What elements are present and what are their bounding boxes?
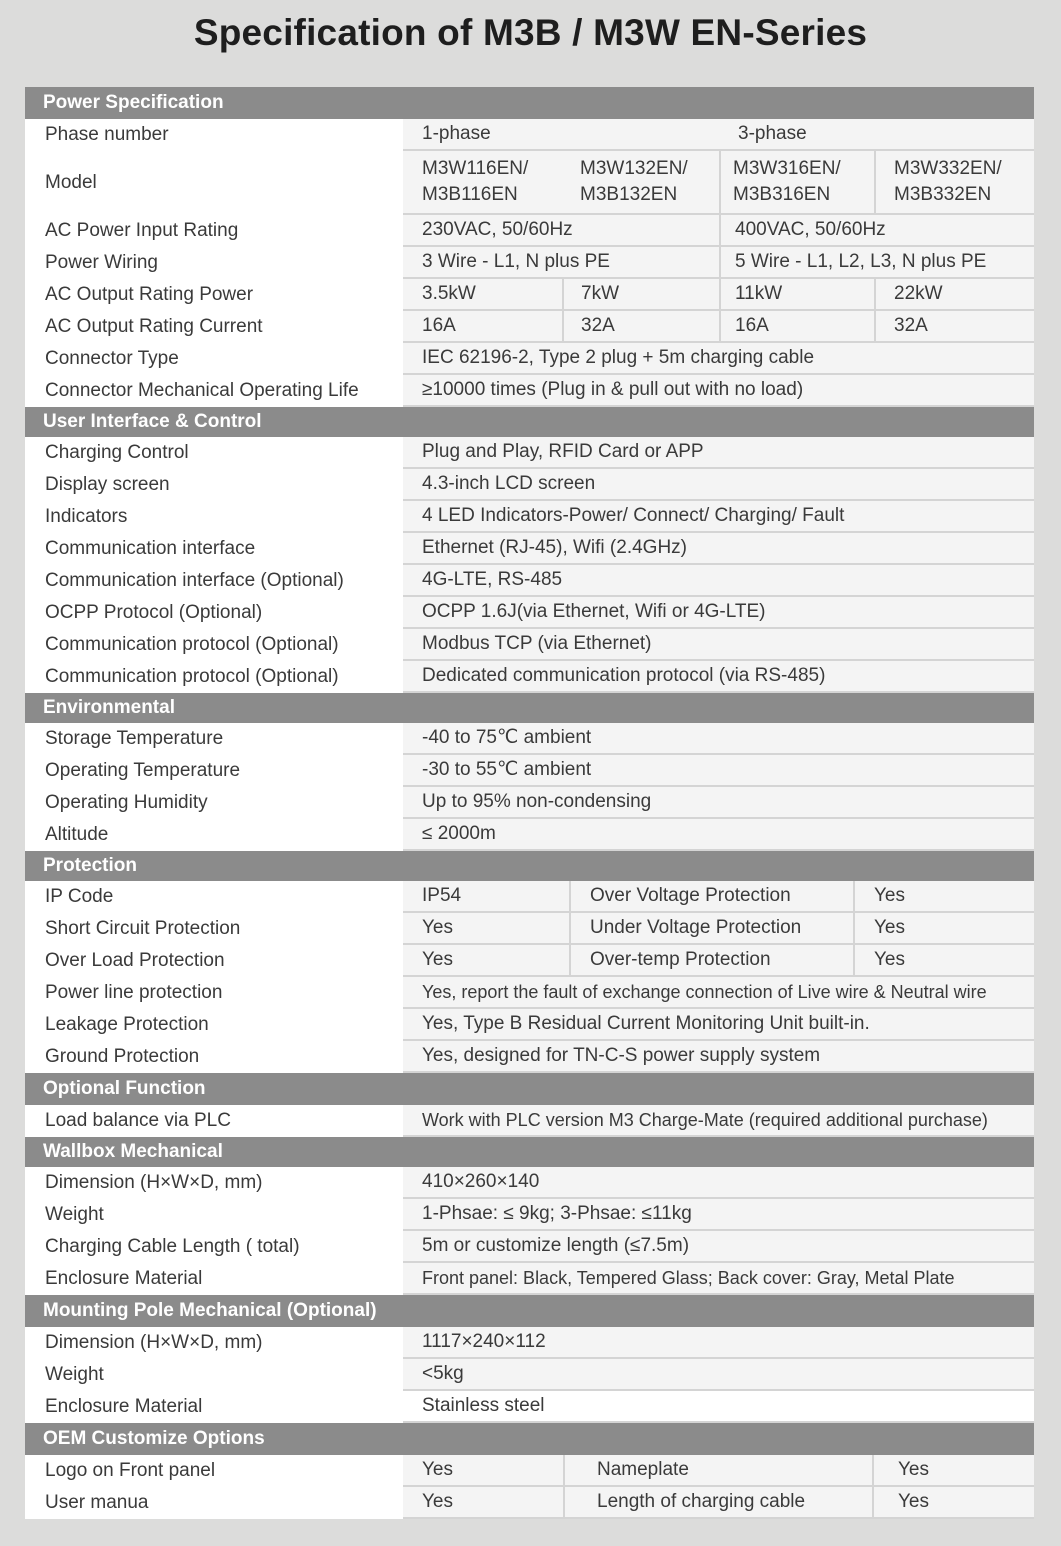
row-label xyxy=(25,247,403,279)
cell-text: Dimension (H×W×D, mm) xyxy=(45,1172,263,1193)
table-row xyxy=(25,1263,1034,1295)
cell-text: M3W132EN/ M3B132EN xyxy=(580,158,688,205)
cell-text: -30 to 55℃ ambient xyxy=(422,759,592,780)
cell xyxy=(403,881,569,913)
cell xyxy=(403,819,1034,851)
cell-text: Yes, Type B Residual Current Monitoring Unit built-in. xyxy=(422,1013,870,1034)
row-label xyxy=(25,311,403,343)
row-label xyxy=(25,913,403,945)
row-label xyxy=(25,945,403,977)
cell-text: 400VAC, 50/60Hz xyxy=(735,219,886,240)
section-header-pole xyxy=(25,1295,1034,1327)
cell-text: Power Specification xyxy=(43,92,224,113)
cell-text: Protection xyxy=(43,855,137,876)
table-row xyxy=(25,597,1034,629)
cell-text: Length of charging cable xyxy=(597,1491,806,1512)
cell-text: 5m or customize length (≤7.5m) xyxy=(422,1235,690,1256)
cell xyxy=(874,279,1034,311)
row-label xyxy=(25,279,403,311)
section-header-oem xyxy=(25,1423,1034,1455)
table-row xyxy=(25,977,1034,1009)
cell xyxy=(403,533,1034,565)
cell-text: 4G-LTE, RS-485 xyxy=(422,569,563,590)
cell xyxy=(403,977,1034,1009)
cell-text: 3-phase xyxy=(738,123,807,144)
table-row xyxy=(25,151,1034,215)
table-row xyxy=(25,469,1034,501)
cell-text: Weight xyxy=(45,1364,104,1385)
cell-text: Operating Humidity xyxy=(45,792,208,813)
cell-text: ≤ 2000m xyxy=(422,823,496,844)
cell xyxy=(403,1009,1034,1041)
table-row xyxy=(25,565,1034,597)
cell xyxy=(403,1231,1034,1263)
table-row xyxy=(25,533,1034,565)
cell-text: Yes xyxy=(422,949,453,970)
row-label xyxy=(25,1199,403,1231)
table-row xyxy=(25,1167,1034,1199)
cell xyxy=(853,913,1034,945)
table-row xyxy=(25,723,1034,755)
cell xyxy=(403,343,1034,375)
cell xyxy=(562,311,719,343)
cell-text: Work with PLC version M3 Charge-Mate (required additional purchase) xyxy=(422,1110,988,1130)
cell-text: 410×260×140 xyxy=(422,1171,540,1192)
cell-text: OCPP 1.6J(via Ethernet, Wifi or 4G-LTE) xyxy=(422,601,766,622)
row-label xyxy=(25,1487,403,1519)
spec-table xyxy=(25,87,1034,1519)
cell-text: Indicators xyxy=(45,506,128,527)
cell-text: Yes xyxy=(898,1459,929,1480)
table-row xyxy=(25,1487,1034,1519)
cell xyxy=(403,247,719,279)
table-row xyxy=(25,1231,1034,1263)
row-label xyxy=(25,119,403,151)
cell-text: M3W316EN/ M3B316EN xyxy=(733,158,841,205)
cell-text: Yes xyxy=(898,1491,929,1512)
row-label xyxy=(25,215,403,247)
row-label xyxy=(25,533,403,565)
cell-text: Weight xyxy=(45,1204,104,1225)
cell-text: Power Wiring xyxy=(45,252,158,273)
table-row xyxy=(25,881,1034,913)
cell-text: Ethernet (RJ-45), Wifi (2.4GHz) xyxy=(422,537,687,558)
section-header-environmental xyxy=(25,693,1034,723)
table-row xyxy=(25,119,1034,151)
cell-text: Communication protocol (Optional) xyxy=(45,634,339,655)
cell xyxy=(403,119,719,151)
table-row xyxy=(25,629,1034,661)
cell xyxy=(403,1487,563,1519)
cell-text: ≥10000 times (Plug in & pull out with no load) xyxy=(422,379,804,400)
table-row xyxy=(25,1359,1034,1391)
cell xyxy=(403,1199,1034,1231)
cell-text: Over Voltage Protection xyxy=(590,885,791,906)
cell-text: Dedicated communication protocol (via RS-485) xyxy=(422,665,826,686)
table-row xyxy=(25,913,1034,945)
cell-text: Modbus TCP (via Ethernet) xyxy=(422,633,652,654)
cell xyxy=(403,661,1034,693)
cell-text: Yes xyxy=(874,917,905,938)
row-label xyxy=(25,881,403,913)
row-label xyxy=(25,1327,403,1359)
cell-text: 22kW xyxy=(894,283,943,304)
cell-text: Mounting Pole Mechanical (Optional) xyxy=(43,1300,377,1321)
cell-text: 1-phase xyxy=(422,123,491,144)
cell-text: Power line protection xyxy=(45,982,223,1003)
cell-text: IEC 62196-2, Type 2 plug + 5m charging cable xyxy=(422,347,815,368)
cell-text: Environmental xyxy=(43,697,175,718)
cell-text: Yes xyxy=(422,1459,453,1480)
cell xyxy=(403,375,1034,407)
cell-text: Communication interface (Optional) xyxy=(45,570,344,591)
cell-text: Logo on Front panel xyxy=(45,1460,216,1481)
section-header-ui xyxy=(25,407,1034,437)
cell xyxy=(853,945,1034,977)
row-label xyxy=(25,977,403,1009)
cell-text: Yes xyxy=(422,1491,453,1512)
cell-text: Up to 95% non-condensing xyxy=(422,791,652,812)
cell-text: AC Power Input Rating xyxy=(45,220,239,241)
cell-text: Display screen xyxy=(45,474,170,495)
row-label xyxy=(25,1009,403,1041)
table-row xyxy=(25,787,1034,819)
table-row xyxy=(25,819,1034,851)
cell-text: Over-temp Protection xyxy=(590,949,771,970)
cell-text: Short Circuit Protection xyxy=(45,918,241,939)
cell-text: M3W332EN/ M3B332EN xyxy=(894,158,1002,205)
cell xyxy=(403,469,1034,501)
cell-text: Yes xyxy=(874,949,905,970)
cell xyxy=(872,1487,1034,1519)
cell-text: Nameplate xyxy=(597,1459,689,1480)
table-row xyxy=(25,247,1034,279)
cell-text: Front panel: Black, Tempered Glass; Back cover: Gray, Metal Plate xyxy=(422,1268,955,1288)
table-row xyxy=(25,375,1034,407)
cell xyxy=(719,151,874,215)
row-label xyxy=(25,565,403,597)
cell xyxy=(403,565,1034,597)
cell-text: 16A xyxy=(422,315,456,336)
cell xyxy=(719,279,874,311)
cell xyxy=(853,881,1034,913)
cell-text: 16A xyxy=(735,315,769,336)
cell-text: Model xyxy=(45,172,97,193)
cell-text: 32A xyxy=(894,315,928,336)
cell xyxy=(558,151,719,215)
cell-text: Under Voltage Protection xyxy=(590,917,802,938)
cell xyxy=(403,1359,1034,1391)
cell xyxy=(569,881,853,913)
cell-text: Connector Type xyxy=(45,348,179,369)
cell-text: 7kW xyxy=(581,283,619,304)
cell xyxy=(403,755,1034,787)
cell-text: Over Load Protection xyxy=(45,950,225,971)
cell xyxy=(403,279,562,311)
cell-text: Plug and Play, RFID Card or APP xyxy=(422,441,704,462)
cell xyxy=(719,119,1034,151)
cell-text: Operating Temperature xyxy=(45,760,241,781)
cell xyxy=(403,1327,1034,1359)
cell xyxy=(403,437,1034,469)
table-row xyxy=(25,945,1034,977)
cell-text: OCPP Protocol (Optional) xyxy=(45,602,263,623)
cell xyxy=(403,501,1034,533)
row-label xyxy=(25,787,403,819)
cell xyxy=(563,1455,872,1487)
cell-text: User Interface & Control xyxy=(43,411,262,432)
cell-text: Optional Function xyxy=(43,1078,206,1099)
row-label xyxy=(25,723,403,755)
row-label xyxy=(25,501,403,533)
table-row xyxy=(25,1391,1034,1423)
cell xyxy=(403,1455,563,1487)
cell-text: Phase number xyxy=(45,124,169,145)
cell xyxy=(403,597,1034,629)
cell xyxy=(403,787,1034,819)
table-row xyxy=(25,1327,1034,1359)
cell xyxy=(403,945,569,977)
section-header-protection xyxy=(25,851,1034,881)
cell-text: 3 Wire - L1, N plus PE xyxy=(422,251,610,272)
row-label xyxy=(25,469,403,501)
table-row xyxy=(25,1041,1034,1073)
table-row xyxy=(25,1455,1034,1487)
row-label xyxy=(25,661,403,693)
cell-text: IP Code xyxy=(45,886,114,907)
cell-text: Yes xyxy=(874,885,905,906)
row-label xyxy=(25,1105,403,1137)
cell-text: 4.3-inch LCD screen xyxy=(422,473,596,494)
row-label xyxy=(25,1263,403,1295)
cell-text: Enclosure Material xyxy=(45,1396,203,1417)
cell-text: 32A xyxy=(581,315,615,336)
cell-text: Connector Mechanical Operating Life xyxy=(45,380,359,401)
cell-text: Enclosure Material xyxy=(45,1268,203,1289)
cell-text: 3.5kW xyxy=(422,283,476,304)
cell-text: Yes, designed for TN-C-S power supply system xyxy=(422,1045,821,1066)
cell xyxy=(403,151,558,215)
cell xyxy=(874,151,1034,215)
cell xyxy=(403,1263,1034,1295)
table-row xyxy=(25,279,1034,311)
cell xyxy=(403,215,719,247)
table-row xyxy=(25,661,1034,693)
cell-text: <5kg xyxy=(422,1363,464,1384)
table-row xyxy=(25,1009,1034,1041)
row-label xyxy=(25,629,403,661)
cell-text: 1117×240×112 xyxy=(422,1331,546,1352)
cell-text: Communication interface xyxy=(45,538,256,559)
cell-text: 11kW xyxy=(735,283,783,304)
cell-text: M3W116EN/ M3B116EN xyxy=(422,158,529,205)
page-title: Specification of M3B / M3W EN-Series xyxy=(193,12,868,53)
row-label xyxy=(25,375,403,407)
cell xyxy=(719,311,874,343)
cell xyxy=(719,215,1034,247)
cell-text: 5 Wire - L1, L2, L3, N plus PE xyxy=(735,251,987,272)
row-label xyxy=(25,1391,403,1423)
cell-text: 230VAC, 50/60Hz xyxy=(422,219,573,240)
cell-text: Ground Protection xyxy=(45,1046,200,1067)
cell-text: Charging Cable Length ( total) xyxy=(45,1236,300,1257)
cell-text: 1-Phsae: ≤ 9kg; 3-Phsae: ≤11kg xyxy=(422,1203,692,1224)
cell xyxy=(569,913,853,945)
row-label xyxy=(25,1359,403,1391)
cell xyxy=(403,1167,1034,1199)
cell xyxy=(403,629,1034,661)
cell xyxy=(403,1041,1034,1073)
cell-text: Communication protocol (Optional) xyxy=(45,666,339,687)
cell-text: Yes xyxy=(422,917,453,938)
cell xyxy=(403,1391,1034,1423)
table-row xyxy=(25,501,1034,533)
cell-text: Wallbox Mechanical xyxy=(43,1141,223,1162)
cell xyxy=(562,279,719,311)
cell-text: Charging Control xyxy=(45,442,189,463)
cell-text: Storage Temperature xyxy=(45,728,224,749)
cell-text: Altitude xyxy=(45,824,109,845)
cell-text: OEM Customize Options xyxy=(43,1428,265,1449)
row-label xyxy=(25,1231,403,1263)
row-label xyxy=(25,755,403,787)
table-row xyxy=(25,437,1034,469)
table-row xyxy=(25,215,1034,247)
cell-text: -40 to 75℃ ambient xyxy=(422,727,592,748)
row-label xyxy=(25,1455,403,1487)
table-row xyxy=(25,1105,1034,1137)
cell-text: Yes, report the fault of exchange connection of Live wire & Neutral wire xyxy=(422,982,987,1002)
cell-text: Stainless steel xyxy=(422,1395,545,1416)
cell xyxy=(872,1455,1034,1487)
cell-text: Load balance via PLC xyxy=(45,1110,231,1131)
table-row xyxy=(25,343,1034,375)
cell xyxy=(719,247,1034,279)
row-label xyxy=(25,1167,403,1199)
cell-text: Leakage Protection xyxy=(45,1014,209,1035)
table-row xyxy=(25,311,1034,343)
cell-text: AC Output Rating Current xyxy=(45,316,263,337)
cell xyxy=(403,1105,1034,1137)
row-label xyxy=(25,597,403,629)
table-row xyxy=(25,1199,1034,1231)
cell-text: 4 LED Indicators-Power/ Connect/ Charging/ Fault xyxy=(422,505,845,526)
cell xyxy=(563,1487,872,1519)
table-row xyxy=(25,755,1034,787)
cell xyxy=(569,945,853,977)
cell-text: Dimension (H×W×D, mm) xyxy=(45,1332,263,1353)
section-header-wallbox xyxy=(25,1137,1034,1167)
row-label xyxy=(25,1041,403,1073)
cell xyxy=(874,311,1034,343)
cell-text: User manua xyxy=(45,1492,149,1513)
cell-text: IP54 xyxy=(422,885,462,906)
row-label xyxy=(25,343,403,375)
row-label xyxy=(25,151,403,215)
cell xyxy=(403,723,1034,755)
row-label xyxy=(25,437,403,469)
row-label xyxy=(25,819,403,851)
section-header-power xyxy=(25,87,1034,119)
cell-text: AC Output Rating Power xyxy=(45,284,254,305)
section-header-optional xyxy=(25,1073,1034,1105)
cell xyxy=(403,913,569,945)
cell xyxy=(403,311,562,343)
